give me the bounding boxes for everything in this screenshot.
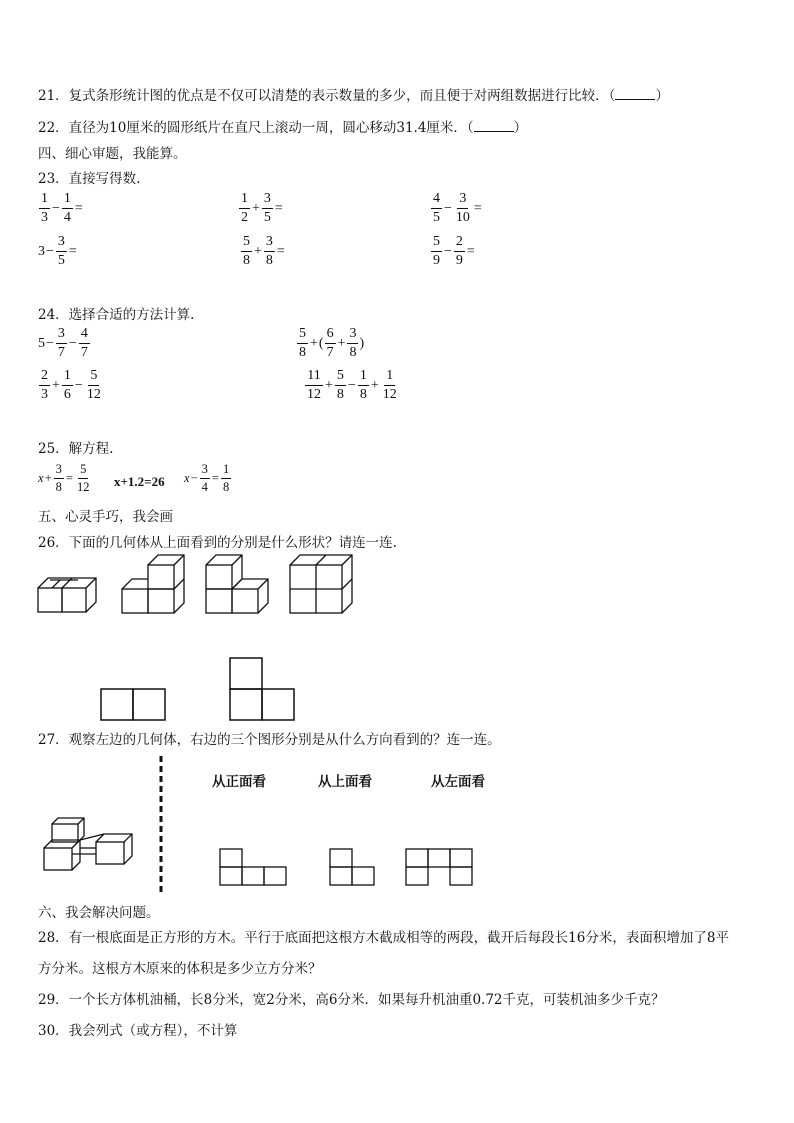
question-30-text: 30．我会列式（或方程），不计算 [38,1023,238,1039]
q27-label-front: 从正面看 [212,774,266,790]
q27-view-a[interactable] [219,848,289,888]
answer-blank-22[interactable] [474,119,514,132]
q25-eq-2: x+1.2=26 [114,474,165,489]
q26-solid-4[interactable] [290,553,354,615]
question-22: 22．直径为10厘米的圆形纸片在直尺上滚动一周，圆心移动31.4厘米．（ ） [38,120,528,136]
section-5-heading: 五、心灵手巧，我会画 [38,509,173,525]
section-4-heading: 四、细心审题，我能算。 [38,146,187,162]
question-27-text: 27．观察左边的几何体，右边的三个图形分别是从什么方向看到的？连一连。 [38,732,501,748]
q27-label-left: 从左面看 [431,774,485,790]
q23-expr-4: 3 − $\frac{3}{5}$ = [38,234,77,268]
section-6-heading: 六、我会解决问题。 [38,905,160,921]
q25-eq-3: x − $\frac{3}{4}$ = $\frac{1}{8}$ [184,462,230,494]
q27-label-top: 从上面看 [318,774,372,790]
q24-expr-2: $\frac{5}{8}$ + ( $\frac{6}{7}$ + $\frac{3}{8}$ ) [299,326,365,360]
q27-view-c[interactable] [405,848,475,888]
q23-expr-2: $\frac{1}{2}$ + $\frac{3}{5}$ = [241,191,283,225]
q27-divider [158,756,164,896]
question-25-title: 25．解方程. [38,441,114,457]
question-26-text: 26．下面的几何体从上面看到的分别是什么形状？请连一连. [38,535,397,551]
question-22-text: 22．直径为10厘米的圆形纸片在直尺上滚动一周，圆心移动31.4厘米．（ [38,120,474,136]
q25-eq-1: x + $\frac{3}{8}$ = $\frac{5}{12}$ [38,462,90,494]
question-28-line-1: 28．有一根底面是正方形的方木。平行于底面把这根方木截成相等的两段，截开后每段长16分米，表面积增加了8平 [38,930,729,946]
answer-blank-21[interactable] [615,87,655,100]
q26-top-view-2[interactable] [229,657,295,721]
q23-expr-5: $\frac{5}{8}$ + $\frac{3}{8}$ = [243,234,285,268]
q23-expr-1: $\frac{1}{3}$ − $\frac{1}{4}$ = [41,191,83,225]
q23-expr-3: $\frac{4}{5}$ − $\frac{3}{10}$ = [433,191,482,225]
q27-solid [42,812,140,872]
q24-expr-3: $\frac{2}{3}$ + $\frac{1}{6}$ − $\frac{5}{12}$ [41,368,101,402]
q23-expr-6: $\frac{5}{9}$ − $\frac{2}{9}$ = [433,234,475,268]
q26-solid-2[interactable] [122,553,186,615]
q26-solid-1[interactable] [38,572,102,614]
question-23-title: 23．直接写得数. [38,171,141,187]
question-21: 21．复式条形统计图的优点是不仅可以清楚的表示数量的多少，而且便于对两组数据进行比较．（ ） [38,88,669,104]
q26-top-view-1[interactable] [100,688,166,722]
question-21-text: 21．复式条形统计图的优点是不仅可以清楚的表示数量的多少，而且便于对两组数据进行比较．（ [38,88,616,104]
question-29-text: 29．一个长方体机油桶，长8分米，宽2分米，高6分米．如果每升机油重0.72千克，可装机油多少千克？ [38,992,665,1008]
question-28-line-2: 方分米。这根方木原来的体积是多少立方分米？ [38,961,322,977]
q27-view-b[interactable] [329,848,377,888]
q24-expr-4: $\frac{11}{12}$ + $\frac{5}{8}$ − $\frac{1}{8}$ + $\frac{1}{12}$ [307,368,397,402]
question-24-title: 24．选择合适的方法计算. [38,307,195,323]
q24-expr-1: 5 − $\frac{3}{7}$ − $\frac{4}{7}$ [38,326,88,360]
q26-solid-3[interactable] [206,553,270,615]
